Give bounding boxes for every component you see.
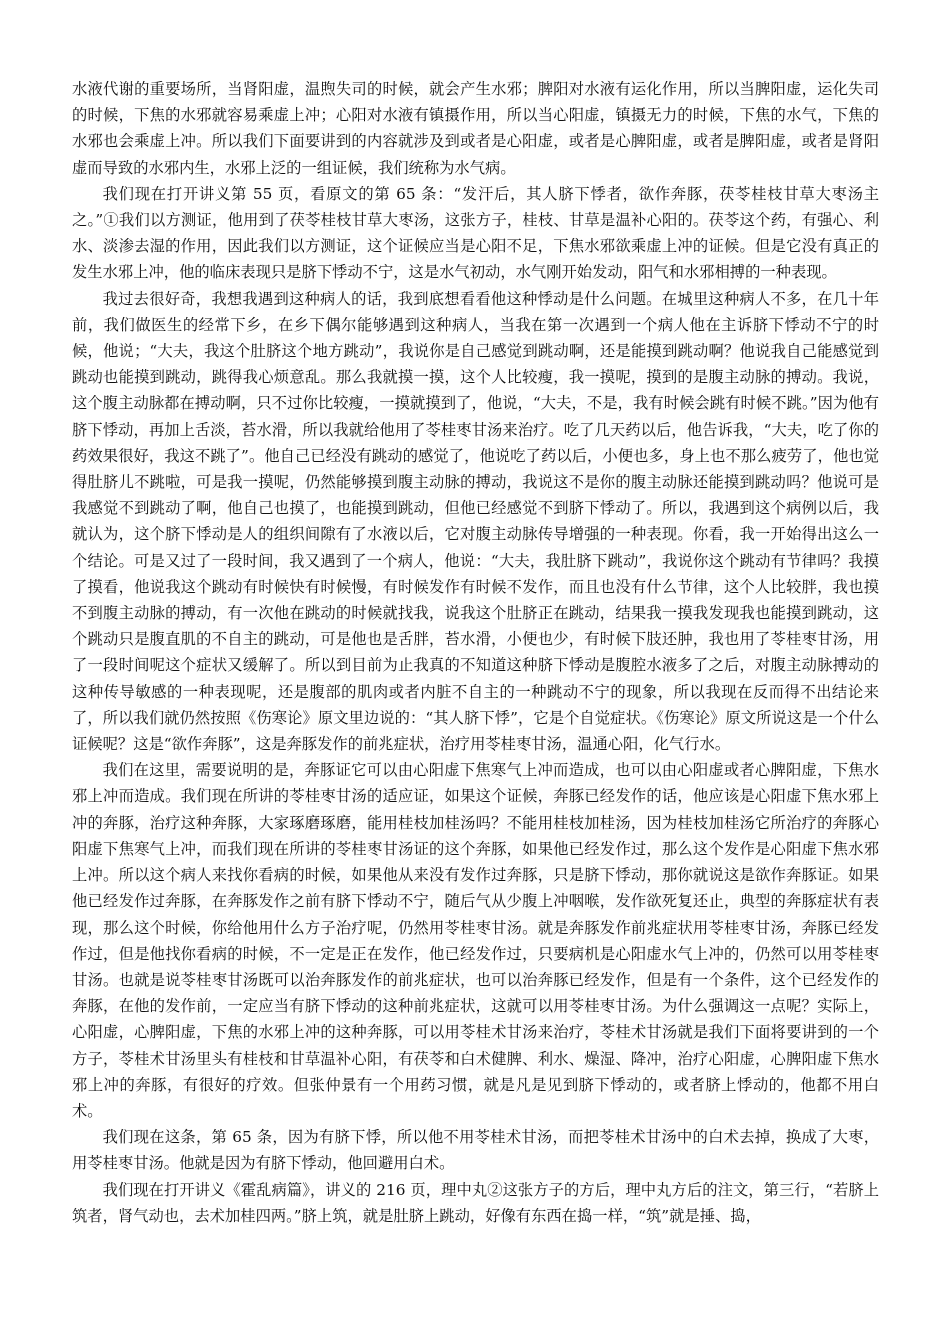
paragraph-6: 我们现在打开讲义《霍乱病篇》，讲义的 216 页，理中丸②这张方子的方后，理中丸方后的注文，第三行，“若脐上筑者，肾气动也，去术加桂四两。”脐上筑，就是肚脐上跳动，好像有东西在捣一样，“筑”就是捶、捣， xyxy=(72,1180,879,1225)
paragraph-3: 我过去很好奇，我想我遇到这种病人的话，我到底想看看他这种悸动是什么问题。在城里这种病人不多，在几十年前，我们做医生的经常下乡，在乡下偶尔能够遇到这种病人，当我在第一次遇到一个病人他在主诉脐下悸动不宁的时候，他说；“大夫，我这个肚脐这个地方跳动”，我说你是自己感觉到跳动啊，还是能摸到跳动啊？他说我自己能感觉到跳动也能摸到跳动，跳得我心烦意乱。那么我就摸一摸，这个人比较瘦，我一摸呢，摸到的是腹主动脉的搏动。我说，这个腹主动脉都在搏动啊，只不过你比较瘦，一摸就摸到了，他说，“大夫，不是，我有时候会跳有时候不跳。”因为他有脐下悸动，再加上舌淡，苔水滑，所以我就给他用了苓桂枣甘汤来治疗。吃了几天药以后，他告诉我，“大夫，吃了你的药效果很好，我这不跳了”。他自己已经没有跳动的感觉了，他说吃了药以后，小便也多，身上也不那么疲劳了，他也觉得肚脐儿不跳啦，可是我一摸呢，仍然能够摸到腹主动脉的搏动，我说这不是你的腹主动脉还能摸到跳动吗？他说可是我感觉不到跳动了啊，他自己也摸了，也能摸到跳动，但他已经感觉不到脐下悸动了。所以，我遇到这个病例以后，我就认为，这个脐下悸动是人的组织间隙有了水液以后，它对腹主动脉传导增强的一种表现。你看，我一开始得出这么一个结论。可是又过了一段时间，我又遇到了一个病人，他说：“大夫，我肚脐下跳动”，我说你这个跳动有节律吗？我摸了摸看，他说我这个跳动有时候快有时候慢，有时候发作有时候不发作，而且也没有什么节律，这个人比较胖，我也摸不到腹主动脉的搏动，有一次他在跳动的时候就找我，说我这个肚脐正在跳动，结果我一摸我发现我也能摸到跳动，这个跳动只是腹直肌的不自主的跳动，可是他也是舌胖，苔水滑，小便也少，有时候下肢还肿，我也用了苓桂枣甘汤，用了一段时间呢这个症状又缓解了。所以到目前为止我真的不知道这种脐下悸动是腹腔水液多了之后，对腹主动脉搏动的这种传导敏感的一种表现呢，还是腹部的肌肉或者内脏不自主的一种跳动不宁的现象，所以我现在反而得不出结论来了，所以我们就仍然按照《伤寒论》原文里边说的：“其人脐下悸”，它是个自觉症状。《伤寒论》原文所说这是一个什么证候呢？这是“欲作奔豚”，这是奔豚发作的前兆症状，治疗用苓桂枣甘汤，温通心阳，化气行水。 xyxy=(72,289,879,754)
body-text xyxy=(72,76,879,1229)
paragraph-2: 我们现在打开讲义第 55 页，看原文的第 65 条：“发汗后，其人脐下悸者，欲作奔豚，茯苓桂枝甘草大枣汤主之。”①我们以方测证，他用到了茯苓桂枝甘草大枣汤，这张方子，桂枝、甘草是温补心阳的。茯苓这个药，有强心、利水、淡渗去湿的作用，因此我们以方测证，这个证候应当是心阳不足，下焦水邪欲乘虚上冲的证候。但是它没有真正的发生水邪上冲，他的临床表现只是脐下悸动不宁，这是水气初动，水气刚开始发动，阳气和水邪相搏的一种表现。 xyxy=(72,184,879,282)
paragraph-1: 水液代谢的重要场所，当肾阳虚，温煦失司的时候，就会产生水邪；脾阳对水液有运化作用，所以当脾阳虚，运化失司的时候，下焦的水邪就容易乘虚上冲；心阳对水液有镇摄作用，所以当心阳虚，镇摄无力的时候，下焦的水气，下焦的水邪也会乘虚上冲。所以我们下面要讲到的内容就涉及到或者是心阳虚，或者是心脾阳虚，或者是脾阳虚，或者是肾阳虚而导致的水邪内生，水邪上泛的一组证候，我们统称为水气病。 xyxy=(72,80,879,177)
paragraph-5: 我们现在这条，第 65 条，因为有脐下悸，所以他不用苓桂术甘汤，而把苓桂术甘汤中的白术去掉，换成了大枣，用苓桂枣甘汤。他就是因为有脐下悸动，他回避用白术。 xyxy=(72,1128,879,1173)
paragraph-4: 我们在这里，需要说明的是，奔豚证它可以由心阳虚下焦寒气上冲而造成，也可以由心阳虚或者心脾阳虚，下焦水邪上冲而造成。我们现在所讲的苓桂枣甘汤的适应证，如果这个证候，奔豚已经发作的话，他应该是心阳虚下焦水邪上冲的奔豚，治疗这种奔豚，大家琢磨琢磨，能用桂枝加桂汤吗？不能用桂枝加桂汤，因为桂枝加桂汤它所治疗的奔豚心阳虚下焦寒气上冲，而我们现在所讲的苓桂枣甘汤证的这个奔豚，如果他已经发作过，那么这个发作是心阳虚下焦水邪上冲。所以这个病人来找你看病的时候，如果他从来没有发作过奔豚，只是脐下悸动，那你就说这是欲作奔豚证。如果他已经发作过奔豚，在奔豚发作之前有脐下悸动不宁，随后气从少腹上冲咽喉，发作欲死复还止，典型的奔豚症状有表现，那么这个时候，你给他用什么方子治疗呢，仍然用苓桂枣甘汤。就是奔豚发作前兆症状用苓桂枣甘汤，奔豚已经发作过，但是他找你看病的时候，不一定是正在发作，他已经发作过，只要病机是心阳虚水气上冲的，仍然可以用苓桂枣甘汤。也就是说苓桂枣甘汤既可以治奔豚发作的前兆症状，也可以治奔豚已经发作，但是有一个条件，这个已经发作的奔豚，在他的发作前，一定应当有脐下悸动的这种前兆症状，这就可以用苓桂枣甘汤。为什么强调这一点呢？实际上，心阳虚，心脾阳虚，下焦的水邪上冲的这种奔豚，可以用苓桂术甘汤来治疗，苓桂术甘汤就是我们下面将要讲到的一个方子，苓桂术甘汤里头有桂枝和甘草温补心阳，有茯苓和白术健脾、利水、燥湿、降冲，治疗心阳虚，心脾阳虚下焦水邪上冲的奔豚，有很好的疗效。但张仲景有一个用药习惯，就是凡是见到脐下悸动的，或者脐上悸动的，他都不用白术。 xyxy=(72,761,879,1120)
